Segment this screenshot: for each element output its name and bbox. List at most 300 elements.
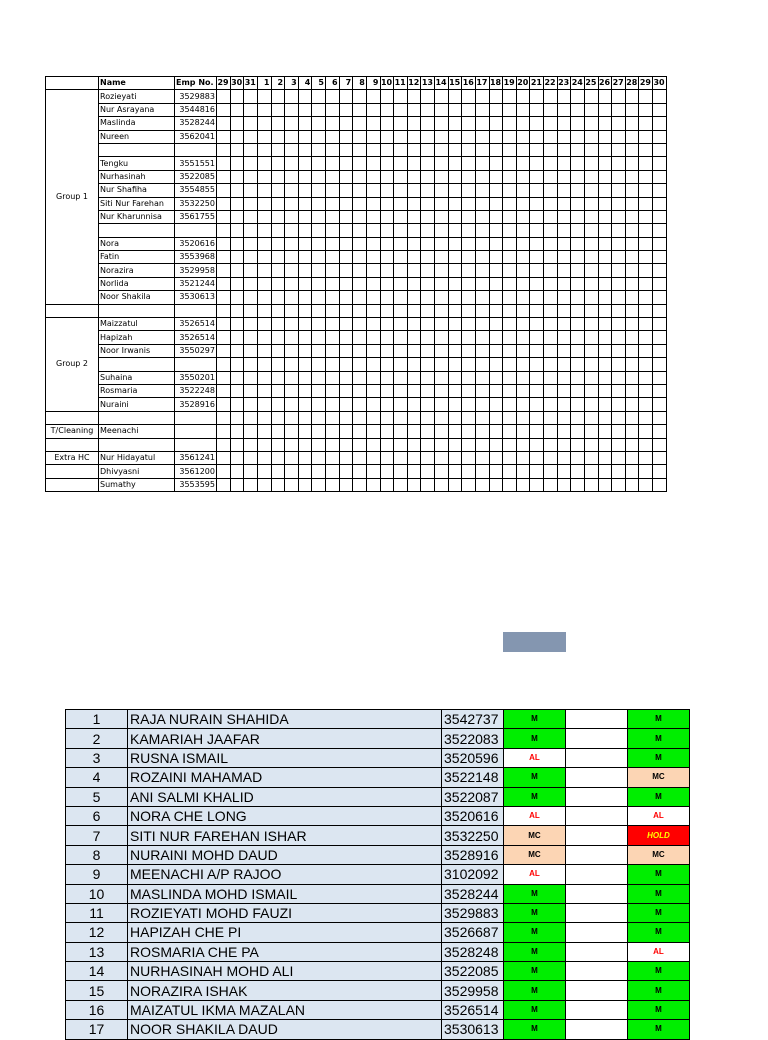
roster-day-cell[interactable]: [544, 197, 558, 210]
roster-day-cell[interactable]: [244, 170, 258, 183]
roster-day-cell[interactable]: [448, 157, 462, 170]
roster-day-cell[interactable]: [339, 103, 353, 116]
roster-day-cell[interactable]: [516, 237, 530, 250]
roster-day-cell[interactable]: [544, 331, 558, 344]
roster-day-cell[interactable]: [544, 291, 558, 304]
roster-day-cell[interactable]: [244, 157, 258, 170]
roster-day-cell[interactable]: [394, 291, 408, 304]
roster-day-cell[interactable]: [462, 90, 476, 103]
roster-day-cell[interactable]: [407, 478, 421, 491]
roster-day-cell[interactable]: [271, 251, 285, 264]
roster-day-cell[interactable]: [503, 184, 517, 197]
roster-day-cell[interactable]: [244, 237, 258, 250]
roster-day-cell[interactable]: [366, 277, 380, 290]
roster-day-cell[interactable]: [639, 157, 653, 170]
roster-day-cell[interactable]: [435, 184, 449, 197]
roster-day-cell[interactable]: [326, 411, 340, 424]
roster-day-cell[interactable]: [571, 157, 585, 170]
roster-day-cell[interactable]: [244, 224, 258, 237]
roster-day-cell[interactable]: [462, 210, 476, 223]
roster-day-cell[interactable]: [339, 157, 353, 170]
roster-day-cell[interactable]: [503, 304, 517, 317]
roster-day-cell[interactable]: [639, 358, 653, 371]
roster-day-cell[interactable]: [653, 358, 667, 371]
roster-day-cell[interactable]: [584, 425, 598, 438]
roster-day-cell[interactable]: [366, 224, 380, 237]
roster-day-cell[interactable]: [639, 318, 653, 331]
roster-day-cell[interactable]: [475, 277, 489, 290]
roster-day-cell[interactable]: [489, 358, 503, 371]
roster-day-cell[interactable]: [421, 358, 435, 371]
roster-day-cell[interactable]: [598, 210, 612, 223]
roster-day-cell[interactable]: [435, 358, 449, 371]
roster-day-cell[interactable]: [366, 465, 380, 478]
roster-day-cell[interactable]: [612, 210, 626, 223]
roster-day-cell[interactable]: [475, 130, 489, 143]
roster-day-cell[interactable]: [380, 438, 394, 451]
roster-day-cell[interactable]: [380, 130, 394, 143]
roster-day-cell[interactable]: [353, 224, 367, 237]
roster-day-cell[interactable]: [217, 438, 231, 451]
roster-day-cell[interactable]: [257, 264, 271, 277]
roster-day-cell[interactable]: [217, 358, 231, 371]
roster-day-cell[interactable]: [448, 103, 462, 116]
roster-day-cell[interactable]: [394, 438, 408, 451]
roster-day-cell[interactable]: [298, 103, 312, 116]
roster-day-cell[interactable]: [503, 384, 517, 397]
roster-day-cell[interactable]: [571, 210, 585, 223]
roster-day-cell[interactable]: [639, 197, 653, 210]
roster-day-cell[interactable]: [448, 251, 462, 264]
roster-day-cell[interactable]: [244, 398, 258, 411]
roster-day-cell[interactable]: [353, 170, 367, 183]
roster-day-cell[interactable]: [257, 398, 271, 411]
roster-day-cell[interactable]: [244, 291, 258, 304]
roster-day-cell[interactable]: [380, 117, 394, 130]
roster-day-cell[interactable]: [394, 117, 408, 130]
roster-day-cell[interactable]: [571, 318, 585, 331]
roster-day-cell[interactable]: [326, 478, 340, 491]
roster-day-cell[interactable]: [312, 425, 326, 438]
roster-day-cell[interactable]: [557, 358, 571, 371]
roster-day-cell[interactable]: [503, 451, 517, 464]
roster-day-cell[interactable]: [612, 371, 626, 384]
roster-day-cell[interactable]: [557, 331, 571, 344]
roster-day-cell[interactable]: [530, 103, 544, 116]
roster-day-cell[interactable]: [612, 90, 626, 103]
roster-day-cell[interactable]: [366, 251, 380, 264]
roster-day-cell[interactable]: [326, 344, 340, 357]
roster-day-cell[interactable]: [612, 277, 626, 290]
roster-day-cell[interactable]: [312, 358, 326, 371]
roster-day-cell[interactable]: [326, 331, 340, 344]
roster-day-cell[interactable]: [544, 411, 558, 424]
roster-day-cell[interactable]: [530, 358, 544, 371]
roster-day-cell[interactable]: [503, 90, 517, 103]
roster-day-cell[interactable]: [257, 384, 271, 397]
roster-day-cell[interactable]: [503, 143, 517, 156]
roster-day-cell[interactable]: [448, 358, 462, 371]
roster-day-cell[interactable]: [326, 130, 340, 143]
roster-day-cell[interactable]: [639, 425, 653, 438]
roster-day-cell[interactable]: [339, 398, 353, 411]
roster-day-cell[interactable]: [339, 344, 353, 357]
roster-day-cell[interactable]: [584, 438, 598, 451]
roster-day-cell[interactable]: [584, 197, 598, 210]
roster-day-cell[interactable]: [366, 130, 380, 143]
roster-day-cell[interactable]: [312, 184, 326, 197]
roster-day-cell[interactable]: [394, 425, 408, 438]
roster-day-cell[interactable]: [435, 237, 449, 250]
roster-day-cell[interactable]: [653, 90, 667, 103]
roster-day-cell[interactable]: [584, 264, 598, 277]
roster-day-cell[interactable]: [394, 451, 408, 464]
roster-day-cell[interactable]: [407, 411, 421, 424]
roster-day-cell[interactable]: [271, 425, 285, 438]
roster-day-cell[interactable]: [244, 117, 258, 130]
roster-day-cell[interactable]: [285, 438, 299, 451]
roster-day-cell[interactable]: [326, 103, 340, 116]
roster-day-cell[interactable]: [598, 224, 612, 237]
roster-day-cell[interactable]: [625, 90, 639, 103]
roster-day-cell[interactable]: [244, 384, 258, 397]
roster-day-cell[interactable]: [489, 344, 503, 357]
roster-day-cell[interactable]: [598, 304, 612, 317]
roster-day-cell[interactable]: [598, 251, 612, 264]
roster-day-cell[interactable]: [257, 451, 271, 464]
roster-day-cell[interactable]: [257, 425, 271, 438]
roster-day-cell[interactable]: [407, 224, 421, 237]
roster-day-cell[interactable]: [462, 465, 476, 478]
roster-day-cell[interactable]: [557, 251, 571, 264]
roster-day-cell[interactable]: [462, 371, 476, 384]
roster-day-cell[interactable]: [394, 170, 408, 183]
roster-day-cell[interactable]: [475, 264, 489, 277]
roster-day-cell[interactable]: [462, 277, 476, 290]
roster-day-cell[interactable]: [571, 251, 585, 264]
roster-day-cell[interactable]: [612, 291, 626, 304]
roster-day-cell[interactable]: [612, 157, 626, 170]
roster-day-cell[interactable]: [448, 411, 462, 424]
roster-day-cell[interactable]: [230, 170, 244, 183]
roster-day-cell[interactable]: [489, 103, 503, 116]
roster-day-cell[interactable]: [366, 184, 380, 197]
roster-day-cell[interactable]: [462, 451, 476, 464]
roster-day-cell[interactable]: [571, 143, 585, 156]
roster-day-cell[interactable]: [584, 358, 598, 371]
roster-day-cell[interactable]: [394, 304, 408, 317]
roster-day-cell[interactable]: [312, 331, 326, 344]
roster-day-cell[interactable]: [625, 344, 639, 357]
roster-day-cell[interactable]: [653, 264, 667, 277]
roster-day-cell[interactable]: [516, 344, 530, 357]
roster-day-cell[interactable]: [271, 291, 285, 304]
roster-day-cell[interactable]: [312, 398, 326, 411]
roster-day-cell[interactable]: [503, 157, 517, 170]
roster-day-cell[interactable]: [544, 184, 558, 197]
roster-day-cell[interactable]: [625, 103, 639, 116]
roster-day-cell[interactable]: [339, 478, 353, 491]
roster-day-cell[interactable]: [353, 197, 367, 210]
roster-day-cell[interactable]: [421, 344, 435, 357]
roster-day-cell[interactable]: [462, 143, 476, 156]
roster-day-cell[interactable]: [285, 90, 299, 103]
roster-day-cell[interactable]: [271, 438, 285, 451]
roster-day-cell[interactable]: [584, 465, 598, 478]
roster-day-cell[interactable]: [257, 291, 271, 304]
roster-day-cell[interactable]: [312, 251, 326, 264]
roster-day-cell[interactable]: [353, 384, 367, 397]
roster-day-cell[interactable]: [448, 318, 462, 331]
roster-day-cell[interactable]: [394, 143, 408, 156]
roster-day-cell[interactable]: [217, 103, 231, 116]
roster-day-cell[interactable]: [271, 411, 285, 424]
roster-day-cell[interactable]: [217, 117, 231, 130]
roster-day-cell[interactable]: [557, 210, 571, 223]
roster-day-cell[interactable]: [217, 170, 231, 183]
roster-day-cell[interactable]: [571, 344, 585, 357]
roster-day-cell[interactable]: [271, 304, 285, 317]
roster-day-cell[interactable]: [435, 411, 449, 424]
roster-day-cell[interactable]: [285, 304, 299, 317]
roster-day-cell[interactable]: [571, 291, 585, 304]
roster-day-cell[interactable]: [298, 157, 312, 170]
roster-day-cell[interactable]: [557, 130, 571, 143]
roster-day-cell[interactable]: [257, 358, 271, 371]
roster-day-cell[interactable]: [285, 224, 299, 237]
roster-day-cell[interactable]: [312, 371, 326, 384]
roster-day-cell[interactable]: [598, 371, 612, 384]
roster-day-cell[interactable]: [407, 291, 421, 304]
roster-day-cell[interactable]: [557, 371, 571, 384]
roster-day-cell[interactable]: [271, 197, 285, 210]
roster-day-cell[interactable]: [380, 384, 394, 397]
roster-day-cell[interactable]: [462, 358, 476, 371]
roster-day-cell[interactable]: [312, 344, 326, 357]
roster-day-cell[interactable]: [571, 103, 585, 116]
roster-day-cell[interactable]: [244, 184, 258, 197]
roster-day-cell[interactable]: [530, 237, 544, 250]
roster-day-cell[interactable]: [653, 331, 667, 344]
roster-day-cell[interactable]: [217, 157, 231, 170]
roster-day-cell[interactable]: [584, 384, 598, 397]
roster-day-cell[interactable]: [653, 197, 667, 210]
roster-day-cell[interactable]: [407, 451, 421, 464]
roster-day-cell[interactable]: [639, 251, 653, 264]
roster-day-cell[interactable]: [298, 438, 312, 451]
roster-day-cell[interactable]: [653, 117, 667, 130]
roster-day-cell[interactable]: [584, 184, 598, 197]
roster-day-cell[interactable]: [639, 277, 653, 290]
roster-day-cell[interactable]: [516, 210, 530, 223]
roster-day-cell[interactable]: [435, 277, 449, 290]
roster-day-cell[interactable]: [557, 398, 571, 411]
roster-day-cell[interactable]: [503, 224, 517, 237]
roster-day-cell[interactable]: [339, 210, 353, 223]
roster-day-cell[interactable]: [462, 331, 476, 344]
roster-day-cell[interactable]: [584, 371, 598, 384]
roster-day-cell[interactable]: [271, 384, 285, 397]
roster-day-cell[interactable]: [421, 304, 435, 317]
roster-day-cell[interactable]: [489, 90, 503, 103]
roster-day-cell[interactable]: [353, 291, 367, 304]
roster-day-cell[interactable]: [217, 291, 231, 304]
roster-day-cell[interactable]: [435, 318, 449, 331]
roster-day-cell[interactable]: [380, 224, 394, 237]
roster-day-cell[interactable]: [598, 143, 612, 156]
roster-day-cell[interactable]: [530, 451, 544, 464]
roster-day-cell[interactable]: [612, 304, 626, 317]
roster-day-cell[interactable]: [353, 184, 367, 197]
roster-day-cell[interactable]: [366, 358, 380, 371]
roster-day-cell[interactable]: [394, 184, 408, 197]
roster-day-cell[interactable]: [544, 117, 558, 130]
roster-day-cell[interactable]: [516, 184, 530, 197]
roster-day-cell[interactable]: [530, 304, 544, 317]
roster-day-cell[interactable]: [557, 117, 571, 130]
roster-day-cell[interactable]: [625, 451, 639, 464]
roster-day-cell[interactable]: [639, 90, 653, 103]
roster-day-cell[interactable]: [653, 465, 667, 478]
roster-day-cell[interactable]: [257, 304, 271, 317]
roster-day-cell[interactable]: [462, 197, 476, 210]
roster-day-cell[interactable]: [625, 318, 639, 331]
roster-day-cell[interactable]: [489, 478, 503, 491]
roster-day-cell[interactable]: [598, 291, 612, 304]
roster-day-cell[interactable]: [353, 130, 367, 143]
roster-day-cell[interactable]: [598, 344, 612, 357]
roster-day-cell[interactable]: [339, 291, 353, 304]
roster-day-cell[interactable]: [230, 143, 244, 156]
roster-day-cell[interactable]: [257, 277, 271, 290]
roster-day-cell[interactable]: [339, 304, 353, 317]
roster-day-cell[interactable]: [394, 210, 408, 223]
roster-day-cell[interactable]: [653, 157, 667, 170]
roster-day-cell[interactable]: [298, 277, 312, 290]
roster-day-cell[interactable]: [257, 224, 271, 237]
roster-day-cell[interactable]: [448, 291, 462, 304]
roster-day-cell[interactable]: [421, 451, 435, 464]
roster-day-cell[interactable]: [230, 371, 244, 384]
roster-day-cell[interactable]: [475, 90, 489, 103]
roster-day-cell[interactable]: [407, 318, 421, 331]
roster-day-cell[interactable]: [598, 478, 612, 491]
roster-day-cell[interactable]: [271, 277, 285, 290]
roster-day-cell[interactable]: [625, 277, 639, 290]
roster-day-cell[interactable]: [421, 224, 435, 237]
roster-day-cell[interactable]: [298, 130, 312, 143]
roster-day-cell[interactable]: [421, 465, 435, 478]
roster-day-cell[interactable]: [298, 478, 312, 491]
roster-day-cell[interactable]: [366, 438, 380, 451]
roster-day-cell[interactable]: [625, 157, 639, 170]
roster-day-cell[interactable]: [503, 251, 517, 264]
roster-day-cell[interactable]: [544, 103, 558, 116]
roster-day-cell[interactable]: [394, 157, 408, 170]
roster-day-cell[interactable]: [271, 318, 285, 331]
roster-day-cell[interactable]: [421, 130, 435, 143]
roster-day-cell[interactable]: [353, 90, 367, 103]
roster-day-cell[interactable]: [625, 130, 639, 143]
roster-day-cell[interactable]: [598, 451, 612, 464]
roster-day-cell[interactable]: [285, 291, 299, 304]
roster-day-cell[interactable]: [326, 358, 340, 371]
roster-day-cell[interactable]: [271, 398, 285, 411]
roster-day-cell[interactable]: [557, 103, 571, 116]
roster-day-cell[interactable]: [503, 478, 517, 491]
roster-day-cell[interactable]: [407, 184, 421, 197]
roster-day-cell[interactable]: [421, 90, 435, 103]
roster-day-cell[interactable]: [489, 143, 503, 156]
roster-day-cell[interactable]: [544, 130, 558, 143]
roster-day-cell[interactable]: [271, 224, 285, 237]
roster-day-cell[interactable]: [653, 277, 667, 290]
roster-day-cell[interactable]: [421, 478, 435, 491]
roster-day-cell[interactable]: [503, 344, 517, 357]
roster-day-cell[interactable]: [244, 331, 258, 344]
roster-day-cell[interactable]: [571, 331, 585, 344]
roster-day-cell[interactable]: [571, 478, 585, 491]
roster-day-cell[interactable]: [394, 344, 408, 357]
roster-day-cell[interactable]: [298, 210, 312, 223]
roster-day-cell[interactable]: [516, 478, 530, 491]
roster-day-cell[interactable]: [312, 210, 326, 223]
roster-day-cell[interactable]: [244, 251, 258, 264]
roster-day-cell[interactable]: [544, 224, 558, 237]
roster-day-cell[interactable]: [544, 478, 558, 491]
roster-day-cell[interactable]: [394, 318, 408, 331]
roster-day-cell[interactable]: [584, 237, 598, 250]
roster-day-cell[interactable]: [339, 358, 353, 371]
roster-day-cell[interactable]: [462, 170, 476, 183]
roster-day-cell[interactable]: [244, 210, 258, 223]
roster-day-cell[interactable]: [380, 344, 394, 357]
roster-day-cell[interactable]: [598, 384, 612, 397]
roster-day-cell[interactable]: [462, 344, 476, 357]
roster-day-cell[interactable]: [435, 264, 449, 277]
roster-day-cell[interactable]: [435, 103, 449, 116]
roster-day-cell[interactable]: [217, 465, 231, 478]
roster-day-cell[interactable]: [285, 371, 299, 384]
roster-day-cell[interactable]: [653, 224, 667, 237]
roster-day-cell[interactable]: [475, 438, 489, 451]
roster-day-cell[interactable]: [612, 425, 626, 438]
roster-day-cell[interactable]: [557, 264, 571, 277]
roster-day-cell[interactable]: [217, 384, 231, 397]
roster-day-cell[interactable]: [298, 224, 312, 237]
roster-day-cell[interactable]: [475, 117, 489, 130]
roster-day-cell[interactable]: [612, 465, 626, 478]
roster-day-cell[interactable]: [407, 103, 421, 116]
roster-day-cell[interactable]: [612, 224, 626, 237]
roster-day-cell[interactable]: [639, 170, 653, 183]
roster-day-cell[interactable]: [448, 438, 462, 451]
roster-day-cell[interactable]: [421, 438, 435, 451]
roster-day-cell[interactable]: [516, 371, 530, 384]
roster-day-cell[interactable]: [326, 264, 340, 277]
roster-day-cell[interactable]: [217, 197, 231, 210]
roster-day-cell[interactable]: [653, 170, 667, 183]
roster-day-cell[interactable]: [285, 184, 299, 197]
roster-day-cell[interactable]: [244, 304, 258, 317]
roster-day-cell[interactable]: [639, 451, 653, 464]
roster-day-cell[interactable]: [244, 425, 258, 438]
roster-day-cell[interactable]: [625, 384, 639, 397]
roster-day-cell[interactable]: [639, 304, 653, 317]
roster-day-cell[interactable]: [285, 344, 299, 357]
roster-day-cell[interactable]: [448, 224, 462, 237]
roster-day-cell[interactable]: [544, 438, 558, 451]
